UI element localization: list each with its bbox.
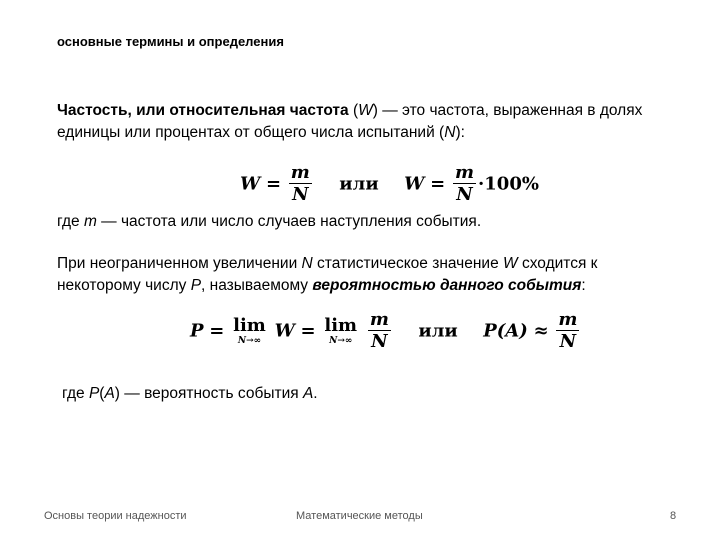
var-m: m: [83, 213, 97, 230]
formula-var: P(A): [483, 320, 528, 342]
text: где: [62, 385, 89, 402]
probability-term: вероятностью данного события: [312, 277, 582, 294]
formula-var: W: [404, 173, 425, 195]
var-n: N: [444, 124, 456, 141]
formula-or: или: [339, 173, 379, 195]
formula-var: W: [240, 173, 261, 195]
text: — частота или число случаев наступления события.: [96, 213, 482, 230]
text: :: [581, 277, 586, 294]
limit: [324, 316, 357, 347]
formula-eq: =: [265, 173, 282, 195]
formula-var: W: [274, 320, 295, 342]
text: сходится к некоторому числу: [57, 255, 598, 294]
text: (: [99, 385, 105, 402]
text: ) — это частота, выраженная в долях единицы или процентах от общего числа испытаний (: [57, 102, 643, 141]
var-n: N: [301, 255, 313, 272]
page-number: 8: [670, 510, 677, 522]
text: .: [313, 385, 318, 402]
fraction: [368, 310, 391, 353]
lim-sub: N→∞: [329, 336, 353, 346]
numerator: m: [454, 162, 474, 183]
var-w: W: [358, 102, 373, 119]
text: — вероятность события: [119, 385, 303, 402]
formula-tail: ·100%: [478, 173, 539, 195]
var-w: W: [503, 255, 518, 272]
footer-course: Основы теории надежности: [44, 510, 187, 522]
text: , называемому: [201, 277, 313, 294]
text: где: [57, 213, 84, 230]
m-explanation: [57, 211, 677, 233]
numerator: m: [290, 162, 310, 183]
frequency-formula: [240, 163, 539, 206]
var-p: P: [88, 385, 100, 402]
formula-eq: =: [430, 173, 446, 195]
var-p: P: [190, 277, 202, 294]
text: ):: [455, 124, 465, 141]
formula-eq: =: [209, 320, 225, 342]
fraction: [556, 310, 579, 353]
term-lead: Частость, или относительная частота: [57, 102, 349, 119]
pa-explanation: [62, 383, 682, 405]
probability-formula: [190, 310, 581, 353]
limit: [233, 316, 266, 347]
text: ): [114, 385, 120, 402]
formula-approx: ≈: [533, 320, 549, 342]
lim-sub: N→∞: [237, 336, 262, 346]
denominator: N: [456, 184, 473, 205]
fraction: [289, 163, 312, 206]
limit-paragraph: [57, 253, 677, 297]
var-a: A: [302, 385, 314, 402]
text: (: [348, 102, 359, 119]
text: При неограниченном увеличении: [57, 255, 302, 272]
lim-label: lim: [233, 315, 266, 336]
numerator: m: [369, 309, 389, 330]
text: статистическое значение: [312, 255, 504, 272]
formula-eq: =: [300, 320, 316, 342]
formula-or: или: [418, 320, 458, 342]
fraction: [453, 163, 476, 206]
definition-paragraph: [57, 100, 677, 144]
var-a: A: [104, 385, 115, 402]
numerator: m: [558, 309, 578, 330]
denominator: N: [559, 331, 577, 352]
denominator: N: [371, 331, 388, 352]
footer-section: Математические методы: [296, 510, 423, 522]
formula-var: P: [190, 320, 204, 342]
lim-label: lim: [324, 315, 358, 336]
slide-heading: основные термины и определения: [57, 34, 284, 49]
denominator: N: [292, 184, 309, 205]
